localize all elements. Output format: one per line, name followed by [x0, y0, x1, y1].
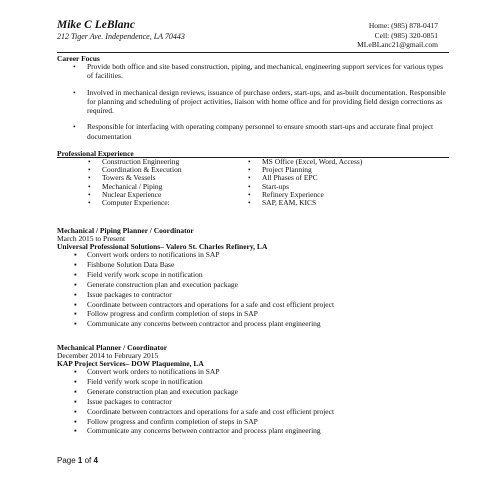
job-title: Mechanical / Piping Planner / Coordinator [57, 226, 194, 235]
skill-item: • All Phases of EPC [248, 173, 318, 183]
bullet-icon: • [248, 173, 251, 183]
bullet-icon: • [248, 198, 251, 208]
skill-item: • Mechanical / Piping [88, 181, 163, 191]
list-item: ▪ Convert work orders to notifications in SAP [74, 250, 220, 259]
list-item: ▪ Field verify work scope in notification [74, 376, 203, 386]
bullet-icon: • [88, 157, 91, 166]
job-duties-list [57, 250, 334, 329]
skill-item: • Coordination & Execution [88, 165, 182, 175]
bullet-icon: • [88, 165, 91, 175]
list-item: • Involved in mechanical design reviews, issuance of purchase orders, start-ups, and as-built documentation. Responsible for planning and scheduling of project activities, liaison with home office and for providing field design corrections as required. [73, 87, 446, 116]
list-item: ▪ Field verify work scope in notification [74, 269, 203, 279]
bullet-icon: • [248, 165, 251, 175]
skill-item: • Construction Engineering [88, 157, 180, 166]
cell-phone: Cell: (985) 320-0851 [374, 30, 438, 40]
list-item: ▪ Generate construction plan and execution package [74, 386, 238, 396]
bullet-icon: ▪ [74, 319, 77, 329]
bullet-icon: • [88, 189, 91, 199]
home-phone: Home: (985) 878-0417 [368, 21, 438, 30]
skill-item: • Towers & Vessels [88, 173, 156, 183]
bullet-icon: • [248, 189, 251, 199]
bullet-icon: ▪ [74, 309, 77, 319]
skill-item: • Start-ups [248, 181, 290, 191]
bullet-icon: ▪ [74, 396, 77, 406]
list-item: ▪ Follow progress and confirm completion of steps in SAP [74, 309, 258, 319]
applicant-name: Mike C LeBlanc [57, 19, 135, 31]
bullet-icon: ▪ [74, 259, 77, 269]
skill-item: • Refinery Experience [248, 189, 324, 199]
bullet-icon: ▪ [74, 426, 77, 436]
list-item: ▪ Issue packages to contractor [74, 289, 172, 299]
list-item: ▪ Follow progress and confirm completion of steps in SAP [74, 416, 258, 426]
job-company: KAP Project Services– DOW Plaquemine, LA [57, 359, 204, 368]
bullet-icon: • [73, 62, 76, 71]
contact-block [357, 21, 438, 50]
list-item: • Responsible for interfacing with operating company personnel to ensure smooth start-ups and accurate final project documentation [73, 122, 434, 141]
job-duties-list [57, 367, 334, 436]
header-divider [57, 52, 449, 53]
experience-heading: Professional Experience [57, 149, 134, 158]
bullet-icon: • [73, 87, 76, 97]
bullet-icon: ▪ [74, 406, 77, 416]
list-item: ▪ Generate construction plan and execution package [74, 279, 238, 289]
page-number: Page 1 of 4 [57, 456, 98, 465]
skill-item: • Computer Experience: [88, 198, 170, 208]
career-focus-heading: Career Focus [57, 54, 100, 63]
skills-left-column [75, 158, 182, 207]
bullet-icon: • [88, 173, 91, 183]
job-dates: March 2015 to Present [57, 234, 126, 243]
skill-item: • SAP, EAM, KICS [248, 198, 317, 208]
bullet-icon: • [88, 198, 91, 208]
list-item: ▪ Issue packages to contractor [74, 396, 172, 406]
bullet-icon: ▪ [74, 250, 77, 259]
email: MLeBLanc21@gmail.com [357, 40, 438, 49]
bullet-icon: ▪ [74, 269, 77, 279]
bullet-icon: • [73, 122, 76, 132]
skill-item: • MS Office (Excel, Word, Access) [248, 157, 363, 166]
list-item: ▪ Communicate any concerns between contractor and process plant engineering [74, 319, 321, 329]
bullet-icon: • [248, 181, 251, 191]
skill-item: • Project Planning [248, 165, 312, 175]
career-focus-list [57, 62, 449, 148]
bullet-icon: ▪ [74, 367, 77, 376]
list-item: • Provide both office and site based construction, piping, and mechanical, engineering support services for various types of facilities. [73, 62, 444, 81]
applicant-address: 212 Tiger Ave. Independence, LA 70443 [57, 32, 185, 41]
list-item: ▪ Communicate any concerns between contractor and process plant engineering [74, 426, 321, 436]
list-item: ▪ Coordinate between contractors and operations for a safe and cost efficient project [74, 406, 335, 416]
bullet-icon: ▪ [74, 299, 77, 309]
skill-item: • Nuclear Experience [88, 189, 162, 199]
bullet-icon: ▪ [74, 289, 77, 299]
job-dates: December 2014 to February 2015 [57, 351, 159, 360]
bullet-icon: ▪ [74, 416, 77, 426]
bullet-icon: • [248, 157, 251, 166]
bullet-icon: ▪ [74, 386, 77, 396]
list-item: ▪ Coordinate between contractors and operations for a safe and cost efficient project [74, 299, 335, 309]
bullet-icon: ▪ [74, 376, 77, 386]
skills-right-column [235, 158, 362, 207]
bullet-icon: ▪ [74, 279, 77, 289]
list-item: ▪ Convert work orders to notifications in SAP [74, 367, 220, 376]
job-company: Universal Professional Solutions– Valero St. Charles Refinery, LA [57, 242, 268, 251]
bullet-icon: • [88, 181, 91, 191]
list-item: ▪ Fishbone Solution Data Base [74, 259, 175, 269]
job-title: Mechanical Planner / Coordinator [57, 343, 168, 352]
